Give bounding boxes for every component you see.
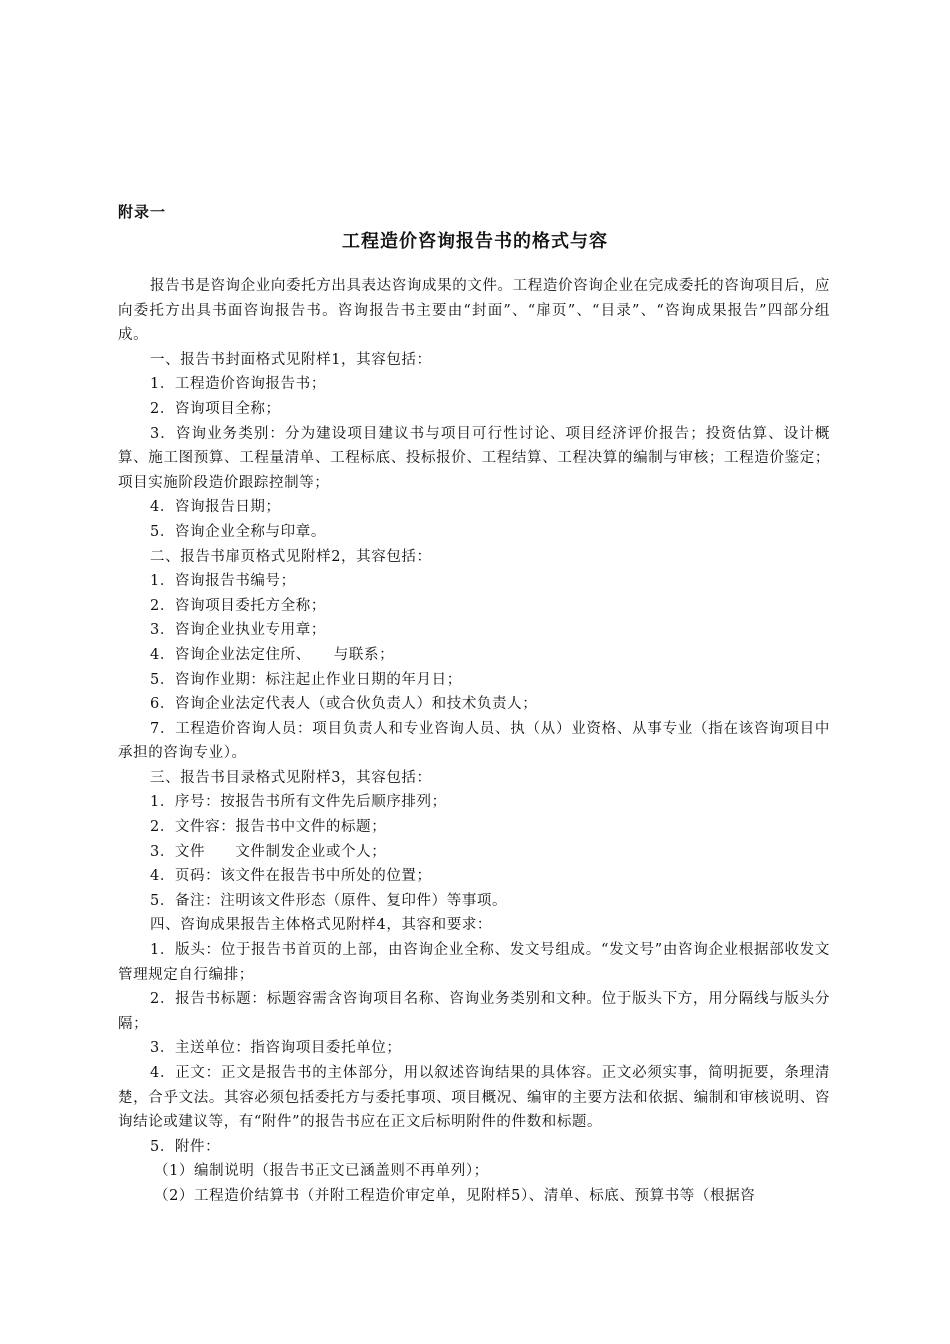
list-item: 4．咨询企业法定住所、 与联系； <box>150 646 395 663</box>
list-item: 2．咨询项目全称； <box>150 400 281 417</box>
list-item: 7．工程造价咨询人员：项目负责人和专业咨询人员、执（从）业资格、从事专业（指在该咨询项目中承担的咨询专业）。 <box>118 720 830 762</box>
list-item: 4．页码：该文件在报告书中所处的位置； <box>150 868 432 885</box>
list-item: 3．文件 文件制发企业或个人； <box>150 843 387 860</box>
section-heading-report-body: 四、咨询成果报告主体格式见附样4，其容和要求： <box>150 917 493 934</box>
list-item: 1．工程造价咨询报告书； <box>150 376 326 393</box>
section-heading-title-page: 二、报告书扉页格式见附样2，其容包括： <box>150 548 432 565</box>
sub-list-item: （2）工程造价结算书（并附工程造价审定单，见附样5）、清单、标底、预算书等（根据咨 <box>154 1187 756 1204</box>
document-title: 工程造价咨询报告书的格式与容 <box>342 231 608 252</box>
section-heading-cover: 一、报告书封面格式见附样1，其容包括： <box>150 351 432 368</box>
list-item: 1．序号：按报告书所有文件先后顺序排列； <box>150 794 447 811</box>
list-item: 5．附件： <box>150 1138 221 1155</box>
list-item: 3．咨询企业执业专用章； <box>150 622 326 639</box>
paragraph-intro: 报告书是咨询企业向委托方出具表达咨询成果的文件。工程造价咨询企业在完成委托的咨询项目后，应向委托方出具书面咨询报告书。咨询报告书主要由“封面”、“扉页”、“目录”、“咨询成果报告”四部分组成。 <box>118 278 830 344</box>
list-item: 5．备注：注明该文件形态（原件、复印件）等事项。 <box>150 892 508 909</box>
sub-list-item: （1）编制说明（报告书正文已涵盖则不再单列）； <box>154 1163 489 1180</box>
list-item: 1．版头：位于报告书首页的上部，由咨询企业全称、发文号组成。“发文号”由咨询企业根据部收发文管理规定自行编排； <box>118 942 830 983</box>
list-item: 6．咨询企业法定代表人（或合伙负责人）和技术负责人； <box>150 696 538 713</box>
list-item: 2．咨询项目委托方全称； <box>150 597 326 614</box>
list-item: 4．正文：正文是报告书的主体部分，用以叙述咨询结果的具体容。正文必须实事，简明扼要，条理清楚，合乎文法。其容必须包括委托方与委托事项、项目概况、编审的主要方法和依据、编制和审核说明、咨询结论或建议等，有“附件”的报告书应在正文后标明附件的件数和标题。 <box>118 1065 830 1131</box>
list-item: 2．报告书标题：标题容需含咨询项目名称、咨询业务类别和文种。位于版头下方，用分隔线与版头分隔； <box>118 991 830 1032</box>
document-body <box>118 274 830 1209</box>
list-item: 3．主送单位：指咨询项目委托单位； <box>150 1040 402 1057</box>
appendix-label: 附录一 <box>118 203 167 221</box>
list-item: 2．文件容：报告书中文件的标题； <box>150 819 387 836</box>
section-heading-contents: 三、报告书目录格式见附样3，其容包括： <box>150 769 432 786</box>
list-item: 3．咨询业务类别：分为建设项目建议书与项目可行性讨论、项目经济评价报告；投资估算、设计概算、施工图预算、工程量清单、工程标底、投标报价、工程结算、工程决算的编制与审核；工程造价鉴定；项目实施阶段造价跟踪控制等； <box>118 425 830 491</box>
list-item: 5．咨询作业期：标注起止作业日期的年月日； <box>150 671 462 688</box>
list-item: 4．咨询报告日期； <box>150 499 281 516</box>
list-item: 5．咨询企业全称与印章。 <box>150 523 326 540</box>
list-item: 1．咨询报告书编号； <box>150 573 296 590</box>
